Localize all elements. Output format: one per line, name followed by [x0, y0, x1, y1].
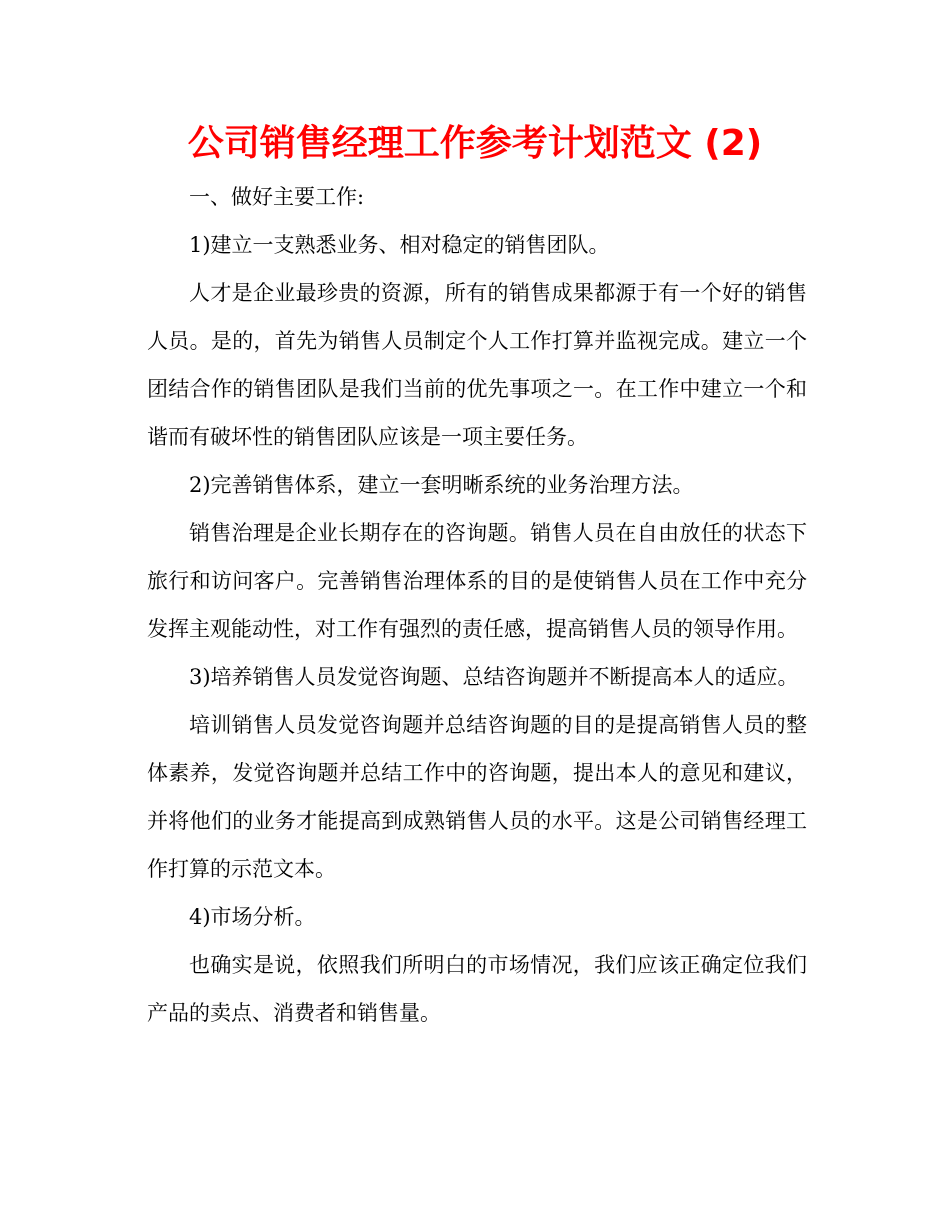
document-body: [147, 173, 807, 1037]
paragraph-problem-finding: 培训销售人员发觉咨询题并总结咨询题的目的是提高销售人员的整体素养，发觉咨询题并总结工作中的咨询题，提出本人的意见和建议，并将他们的业务才能提高到成熟销售人员的水平。这是公司销售经理工作打算的示范文本。: [147, 713, 807, 881]
document-title: 公司销售经理工作参考计划范文 (2): [187, 123, 763, 164]
subheading-problem-finding: 3)培养销售人员发觉咨询题、总结咨询题并不断提高本人的适应。: [189, 665, 799, 689]
heading-main-tasks: 一、做好主要工作:: [189, 185, 365, 209]
paragraph-sales-system: 销售治理是企业长期存在的咨询题。销售人员在自由放任的状态下旅行和访问客户。完善销售治理体系的目的是使销售人员在工作中充分发挥主观能动性，对工作有强烈的责任感，提高销售人员的领导作用。: [147, 521, 807, 641]
subheading-sales-team: 1)建立一支熟悉业务、相对稳定的销售团队。: [189, 233, 610, 257]
paragraph-market-analysis: 也确实是说，依照我们所明白的市场情况，我们应该正确定位我们产品的卖点、消费者和销售量。: [147, 953, 807, 1025]
subheading-sales-system: 2)完善销售体系，建立一套明晰系统的业务治理方法。: [189, 473, 694, 497]
paragraph-sales-team: 人才是企业最珍贵的资源，所有的销售成果都源于有一个好的销售人员。是的，首先为销售人员制定个人工作打算并监视完成。建立一个团结合作的销售团队是我们当前的优先事项之一。在工作中建立一个和谐而有破坏性的销售团队应该是一项主要任务。: [147, 281, 807, 449]
subheading-market-analysis: 4)市场分析。: [189, 905, 316, 929]
